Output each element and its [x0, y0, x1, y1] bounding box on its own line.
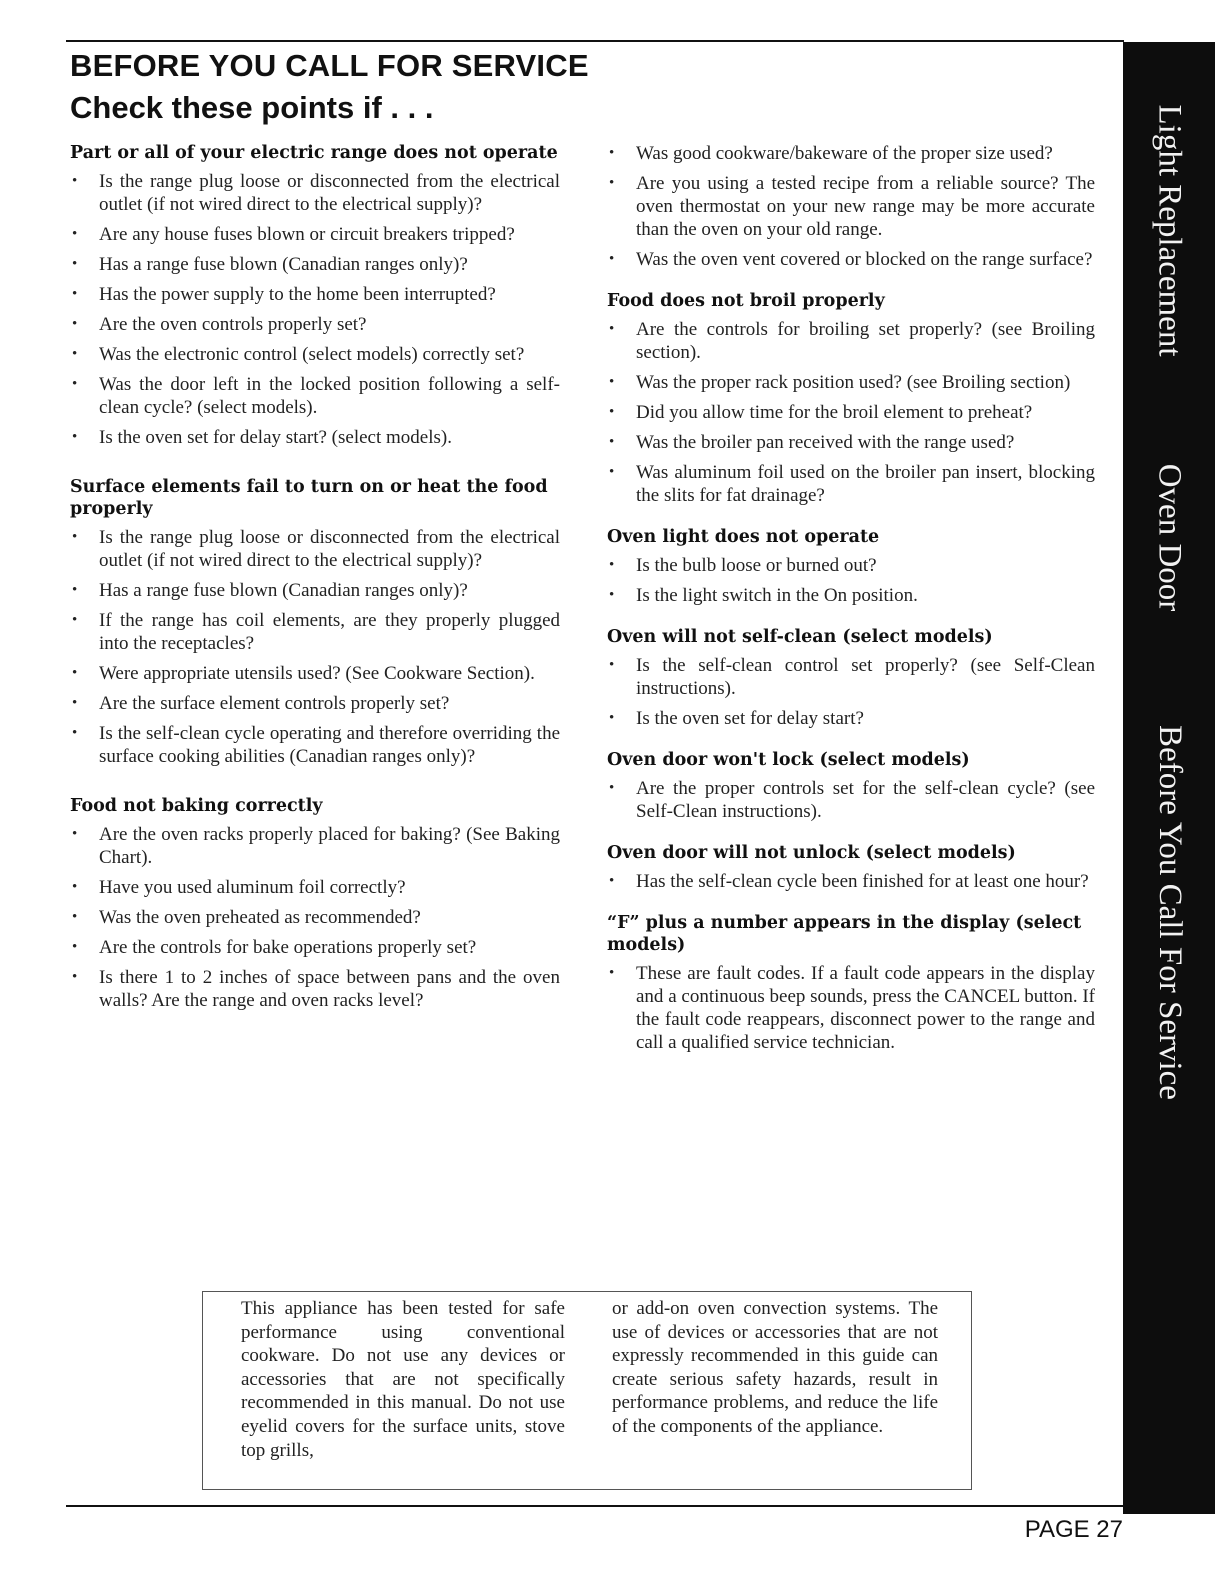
right-column	[607, 142, 1095, 1061]
section-door-wont-lock	[607, 749, 1095, 823]
section-door-wont-unlock	[607, 842, 1095, 893]
section-food-not-baking	[70, 795, 560, 1012]
checklist-item: • Are the proper controls set for the self-clean cycle? (see Self-Clean instructions).	[607, 777, 1095, 823]
tab-label: Oven Door	[1151, 463, 1188, 611]
section-heading: Part or all of your electric range does not operate	[70, 143, 558, 163]
checklist	[70, 526, 560, 768]
checklist	[607, 777, 1095, 823]
tab-light-replacement	[1123, 60, 1215, 400]
checklist-item: • Is the oven set for delay start? (select models).	[70, 426, 560, 449]
section-heading: Oven door won't lock (select models)	[607, 750, 970, 770]
checklist-item: • Is there 1 to 2 inches of space between pans and the oven walls? Are the range and oven racks level?	[70, 966, 560, 1012]
checklist	[607, 142, 1095, 271]
checklist	[607, 554, 1095, 607]
safety-notice-box	[202, 1291, 972, 1490]
checklist-item: • These are fault codes. If a fault code appears in the display and a continuous beep sounds, press the CANCEL button. If the fault code reappears, disconnect power to the range and call a qualified service technician.	[607, 962, 1095, 1054]
checklist-item: • Are the controls for bake operations properly set?	[70, 936, 560, 959]
checklist-item: • Have you used aluminum foil correctly?	[70, 876, 560, 899]
tab-label: Light Replacement	[1151, 104, 1188, 356]
checklist-item: • Was the electronic control (select models) correctly set?	[70, 343, 560, 366]
tab-before-you-call-for-service	[1123, 672, 1215, 1152]
section-heading: Surface elements fail to turn on or heat the food properly	[70, 477, 548, 519]
checklist-item: • Was aluminum foil used on the broiler pan insert, blocking the slits for fat drainage?	[607, 461, 1095, 507]
checklist-item: • Are you using a tested recipe from a reliable source? The oven thermostat on your new range may be more accurate than the oven on your old range.	[607, 172, 1095, 241]
checklist	[70, 170, 560, 449]
top-rule	[66, 40, 1124, 42]
checklist	[607, 962, 1095, 1054]
checklist-item: • Was the proper rack position used? (see Broiling section)	[607, 371, 1095, 394]
section-heading: “F” plus a number appears in the display (select models)	[607, 913, 1082, 955]
section-oven-light	[607, 526, 1095, 607]
section-baking-continued	[607, 142, 1095, 271]
page-number: PAGE 27	[1024, 1516, 1123, 1543]
bottom-rule	[66, 1505, 1124, 1507]
checklist-item: • Is the bulb loose or burned out?	[607, 554, 1095, 577]
checklist-item: • Is the range plug loose or disconnected from the electrical outlet (if not wired direct to the electrical supply)?	[70, 170, 560, 216]
section-heading: Oven light does not operate	[607, 527, 880, 547]
checklist-item: • Were appropriate utensils used? (See Cookware Section).	[70, 662, 560, 685]
checklist-item: • Is the range plug loose or disconnected from the electrical outlet (if not wired direct to the electrical supply)?	[70, 526, 560, 572]
checklist-item: • Has a range fuse blown (Canadian ranges only)?	[70, 253, 560, 276]
section-heading: Oven door will not unlock (select models)	[607, 843, 1016, 863]
checklist-item: • Are the controls for broiling set properly? (see Broiling section).	[607, 318, 1095, 364]
checklist-item: • Is the light switch in the On position.	[607, 584, 1095, 607]
checklist-item: • Is the self-clean cycle operating and therefore overriding the surface cooking abilities (Canadian ranges only)?	[70, 722, 560, 768]
checklist-item: • Are the oven controls properly set?	[70, 313, 560, 336]
checklist-item: • Is the oven set for delay start?	[607, 707, 1095, 730]
section-fault-codes	[607, 912, 1095, 1054]
checklist-item: • Are the oven racks properly placed for baking? (See Baking Chart).	[70, 823, 560, 869]
section-range-not-operate	[70, 142, 560, 449]
checklist-item: • Was the oven preheated as recommended?	[70, 906, 560, 929]
page-subtitle: Check these points if . . .	[70, 90, 434, 125]
section-surface-elements	[70, 476, 560, 768]
section-broil	[607, 290, 1095, 507]
left-column	[70, 142, 560, 1019]
section-heading: Oven will not self-clean (select models)	[607, 627, 993, 647]
checklist-item: • Was good cookware/bakeware of the proper size used?	[607, 142, 1095, 165]
tab-oven-door	[1123, 422, 1215, 652]
checklist-item: • Was the broiler pan received with the range used?	[607, 431, 1095, 454]
page-title: BEFORE YOU CALL FOR SERVICE	[70, 48, 589, 83]
checklist-item: • Was the oven vent covered or blocked on the range surface?	[607, 248, 1095, 271]
notice-text-part-1: This appliance has been tested for safe performance using conventional cookware. Do not use any devices or accessories that are not specifically recommended in this manual. Do not use eyelid covers for the surface units, stove top grills,	[241, 1298, 565, 1461]
tab-label: Before You Call For Service	[1151, 724, 1188, 1100]
section-tabs-sidebar	[1123, 42, 1215, 1514]
notice-text-part-2: or add-on oven convection systems. The use of devices or accessories that are not expressly recommended in this guide can create serious safety hazards, result in performance problems, and reduce the life of the components of the appliance.	[612, 1298, 938, 1437]
checklist-item: • Was the door left in the locked position following a self-clean cycle? (select models).	[70, 373, 560, 419]
section-heading: Food not baking correctly	[70, 796, 323, 816]
checklist	[607, 870, 1095, 893]
checklist-item: • Did you allow time for the broil element to preheat?	[607, 401, 1095, 424]
checklist	[607, 654, 1095, 730]
section-heading: Food does not broil properly	[607, 291, 885, 311]
section-self-clean	[607, 626, 1095, 730]
checklist-item: • If the range has coil elements, are they properly plugged into the receptacles?	[70, 609, 560, 655]
checklist	[607, 318, 1095, 507]
checklist-item: • Are the surface element controls properly set?	[70, 692, 560, 715]
checklist-item: • Is the self-clean control set properly? (see Self-Clean instructions).	[607, 654, 1095, 700]
checklist	[70, 823, 560, 1012]
checklist-item: • Has a range fuse blown (Canadian ranges only)?	[70, 579, 560, 602]
checklist-item: • Has the self-clean cycle been finished for at least one hour?	[607, 870, 1095, 893]
checklist-item: • Has the power supply to the home been interrupted?	[70, 283, 560, 306]
checklist-item: • Are any house fuses blown or circuit breakers tripped?	[70, 223, 560, 246]
